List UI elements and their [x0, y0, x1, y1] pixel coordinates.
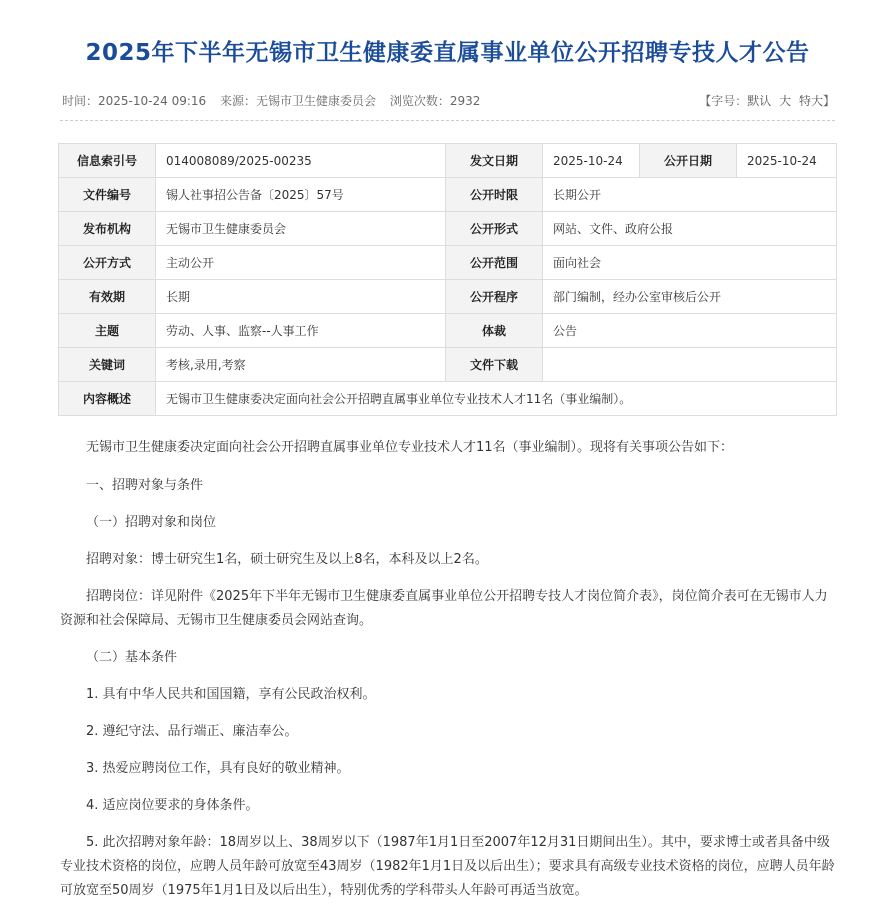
value-public-procedure: 部门编制，经办公室审核后公开 [543, 280, 837, 314]
label-publish-date: 公开日期 [640, 144, 737, 178]
label-genre: 体裁 [446, 314, 543, 348]
paragraph-recruit-positions: 招聘岗位：详见附件《2025年下半年无锡市卫生健康委直属事业单位公开招聘专技人才岗位简介表》，岗位简介表可在无锡市人力资源和社会保障局、无锡市卫生健康委员会网站查询。 [60, 589, 828, 628]
font-size-switcher [699, 92, 835, 109]
label-index-number: 信息索引号 [59, 144, 156, 178]
table-row [59, 246, 837, 280]
source-value: 无锡市卫生健康委员会 [256, 94, 377, 108]
table-row [59, 178, 837, 212]
paragraph-intro: 无锡市卫生健康委决定面向社会公开招聘直属事业单位专业技术人才11名（事业编制）。现将有关事项公告如下： [86, 440, 734, 455]
label-publisher: 发布机构 [59, 212, 156, 246]
value-public-mode: 主动公开 [156, 246, 446, 280]
publish-time-label: 时间： [62, 94, 99, 108]
heading-section-1: 一、招聘对象与条件 [86, 478, 204, 493]
label-public-scope: 公开范围 [446, 246, 543, 280]
font-size-large-link[interactable]: 大 [779, 94, 792, 108]
publish-time-value: 2025-10-24 09:16 [98, 94, 207, 108]
value-public-form: 网站、文件、政府公报 [543, 212, 837, 246]
page-title: 2025年下半年无锡市卫生健康委直属事业单位公开招聘专技人才公告 [85, 40, 810, 66]
label-public-mode: 公开方式 [59, 246, 156, 280]
value-keywords: 考核,录用,考察 [156, 348, 446, 382]
heading-subsection-1: （一）招聘对象和岗位 [86, 515, 217, 530]
list-item: 2. 遵纪守法、品行端正、廉洁奉公。 [86, 724, 298, 739]
table-row [59, 314, 837, 348]
view-count-label: 浏览次数： [389, 94, 450, 108]
table-row [59, 348, 837, 382]
font-size-label: 【字号： [699, 94, 748, 108]
table-row [59, 212, 837, 246]
value-validity: 长期 [156, 280, 446, 314]
list-item: 4. 适应岗位要求的身体条件。 [86, 798, 259, 813]
value-publish-date: 2025-10-24 [737, 144, 837, 178]
label-public-period: 公开时限 [446, 178, 543, 212]
paragraph-recruit-targets: 招聘对象：博士研究生1名，硕士研究生及以上8名，本科及以上2名。 [86, 552, 488, 567]
info-table [58, 143, 837, 416]
label-public-procedure: 公开程序 [446, 280, 543, 314]
list-item: 3. 热爱应聘岗位工作，具有良好的敬业精神。 [86, 761, 350, 776]
source-label: 来源： [219, 94, 256, 108]
value-issue-date: 2025-10-24 [543, 144, 640, 178]
label-validity: 有效期 [59, 280, 156, 314]
value-doc-number: 锡人社事招公告备〔2025〕57号 [156, 178, 446, 212]
value-genre: 公告 [543, 314, 837, 348]
article-meta [62, 92, 835, 109]
label-topic: 主题 [59, 314, 156, 348]
source [220, 94, 376, 108]
value-public-period: 长期公开 [543, 178, 837, 212]
divider [60, 120, 835, 121]
label-file-download: 文件下载 [446, 348, 543, 382]
table-row [59, 144, 837, 178]
value-index-number: 014008089/2025-00235 [156, 144, 446, 178]
value-publisher: 无锡市卫生健康委员会 [156, 212, 446, 246]
label-summary: 内容概述 [59, 382, 156, 416]
value-file-download[interactable] [543, 348, 837, 382]
list-item: 1. 具有中华人民共和国国籍，享有公民政治权利。 [86, 687, 376, 702]
heading-subsection-2: （二）基本条件 [86, 650, 178, 665]
value-topic: 劳动、人事、监察--人事工作 [156, 314, 446, 348]
label-keywords: 关键词 [59, 348, 156, 382]
value-summary: 无锡市卫生健康委决定面向社会公开招聘直属事业单位专业技术人才11名（事业编制）。 [156, 382, 837, 416]
table-row [59, 280, 837, 314]
view-count [390, 94, 481, 108]
label-issue-date: 发文日期 [446, 144, 543, 178]
font-size-xlarge-link[interactable]: 特大 [798, 94, 823, 108]
label-public-form: 公开形式 [446, 212, 543, 246]
font-size-default-link[interactable]: 默认 [747, 94, 772, 108]
publish-time [62, 94, 206, 108]
table-row [59, 382, 837, 416]
list-item-age: 5. 此次招聘对象年龄：18周岁以上、38周岁以下（1987年1月1日至2007年12月31日期间出生）。其中，要求博士或者具备中级专业技术资格的岗位，应聘人员年龄可放宽至43周岁（1982年1月1日及以后出生）；要求具有高级专业技术资格的岗位，应聘人员年龄可放宽至50周岁（1975年1月1日及以后出生），特别优秀的学科带头人年龄可再适当放宽。 [60, 835, 835, 898]
label-doc-number: 文件编号 [59, 178, 156, 212]
value-public-scope: 面向社会 [543, 246, 837, 280]
view-count-value: 2932 [449, 94, 481, 108]
font-size-close: 】 [822, 94, 835, 108]
